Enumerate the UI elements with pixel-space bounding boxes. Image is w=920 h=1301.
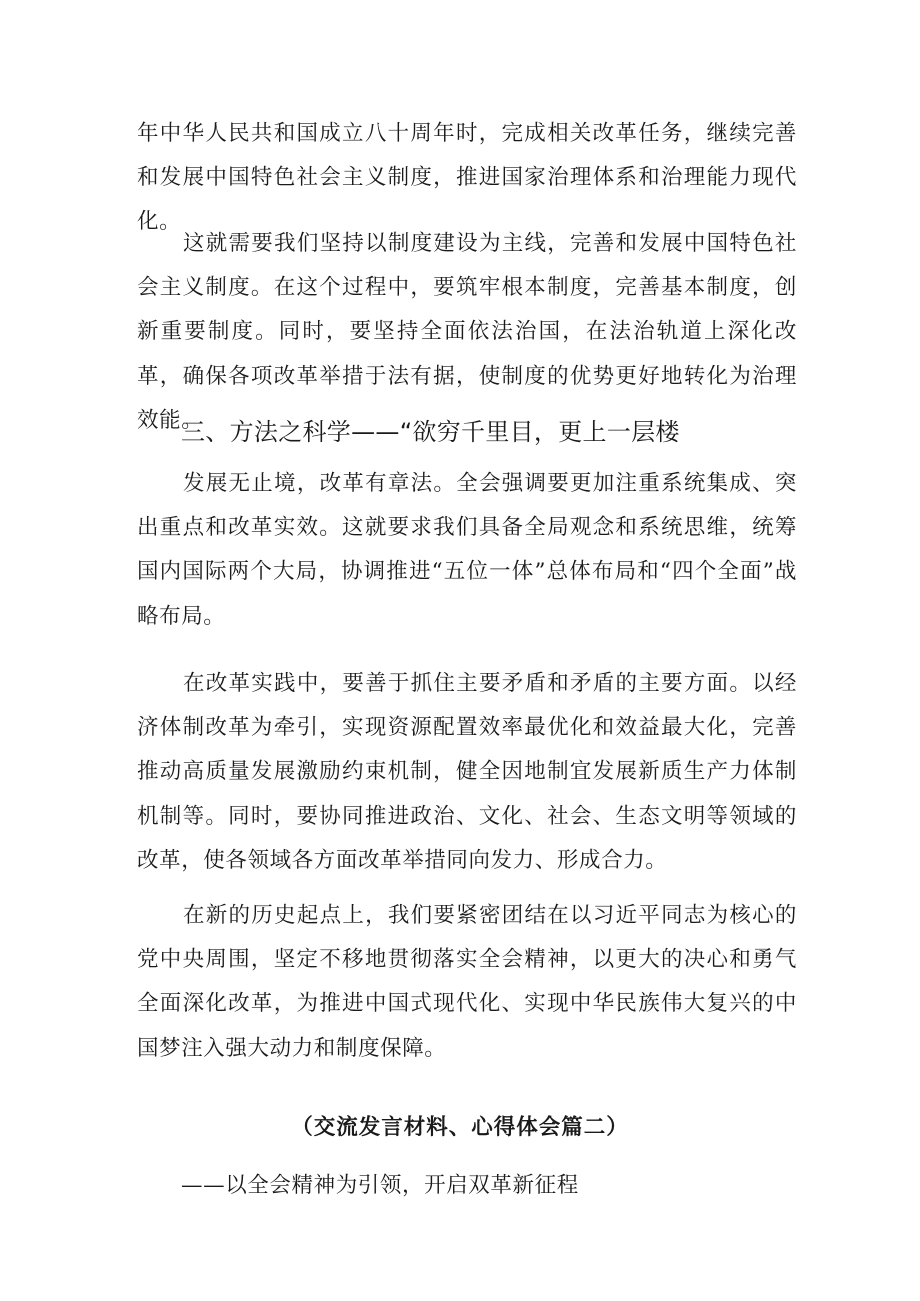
part-two-subtitle: ——以全会精神为引领，开启双革新征程 [181, 1173, 579, 1198]
paragraph-institution-building: 这就需要我们坚持以制度建设为主线，完善和发展中国特色社会主义制度。在这个过程中，要筑牢根本制度，完善基本制度，创新重要制度。同时，要坚持全面依法治国，在法治轨道上深化改革，确保各项改革举措于法有据，使制度的优势更好地转化为治理效能。 [137, 231, 797, 433]
paragraph-continuation: 年中华人民共和国成立八十周年时，完成相关改革任务，继续完善和发展中国特色社会主义制度，推进国家治理体系和治理能力现代化。 [137, 121, 797, 235]
paragraph-reform-practice: 在改革实践中，要善于抓住主要矛盾和矛盾的主要方面。以经济体制改革为牵引，实现资源配置效率最优化和效益最大化，完善推动高质量发展激励约束机制，健全因地制宜发展新质生产力体制机制等。同时，要协同推进政治、文化、社会、生态文明等领域的改革，使各领域各方面改革举措同向发力、形成合力。 [137, 671, 797, 873]
paragraph-reform-method: 发展无止境，改革有章法。全会强调要更加注重系统集成、突出重点和改革实效。这就要求我们具备全局观念和系统思维，统筹国内国际两个大局，协调推进“五位一体”总体布局和“四个全面”战略布局。 [137, 471, 797, 629]
section-heading-three: 三、方法之科学——“欲穷千里目，更上一层楼 [181, 418, 680, 446]
part-two-title: （交流发言材料、心得体会篇二） [291, 1115, 629, 1140]
paragraph-conclusion: 在新的历史起点上，我们要紧密团结在以习近平同志为核心的党中央周围，坚定不移地贯彻落实全会精神，以更大的决心和勇气全面深化改革，为推进中国式现代化、实现中华民族伟大复兴的中国梦注入强大动力和制度保障。 [137, 903, 797, 1061]
